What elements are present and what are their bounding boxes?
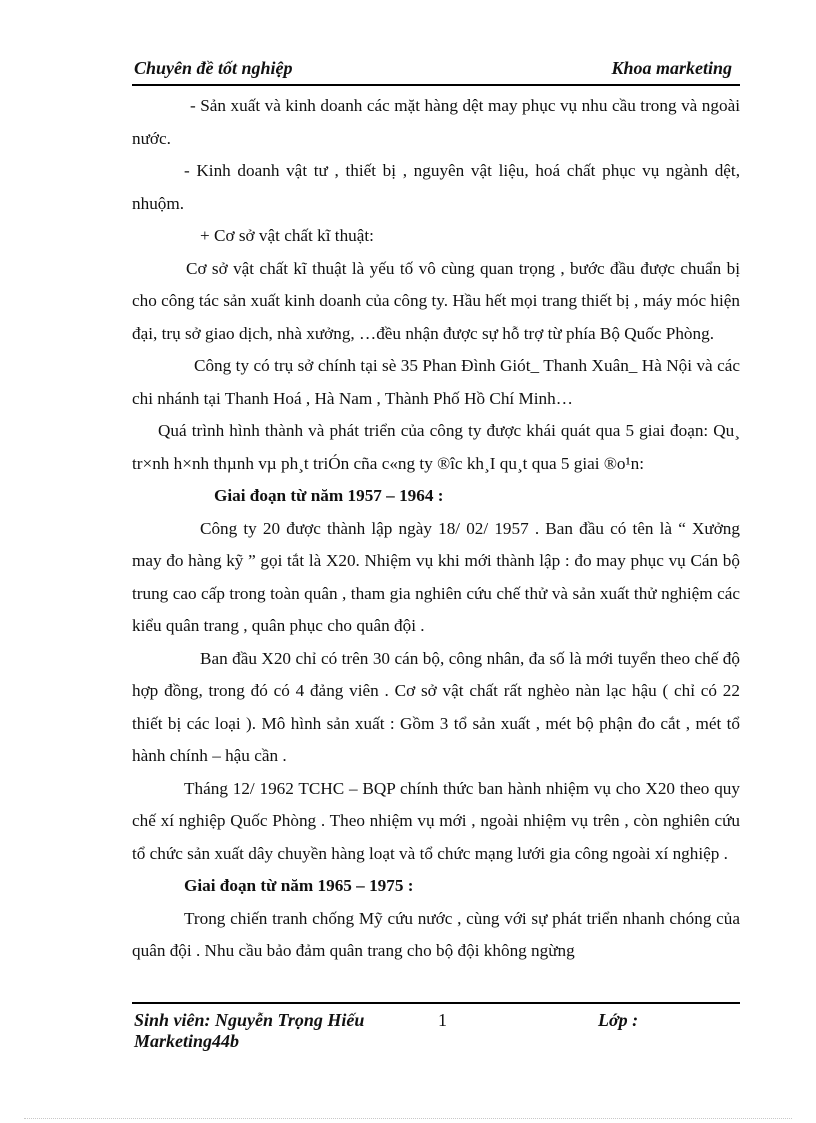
paragraph-facilities: Cơ sở vật chất kĩ thuật là yếu tố vô cùng quan trọng , bước đầu được chuẩn bị cho công tác sản xuất kinh doanh của công ty. Hầu hết mọi trang thiết bị , máy móc hiện đại, trụ sở giao dịch, nhà xưởng, …đều nhận được sự hỗ trợ từ phía Bộ Quốc Phòng. [132,258,740,343]
paragraph-early-staff: Ban đầu X20 chỉ có trên 30 cán bộ, công nhân, đa số là mới tuyển theo chế độ hợp đồng, trong đó có 4 đảng viên . Cơ sở vật chất rất nghèo nàn lạc hậu ( chỉ có 22 thiết bị các loại ). Mô hình sản xuất : Gồm 3 tổ sản xuất , mét bộ phận đo cắt , mét tổ hành chính – hậu cần . [132,648,740,765]
paragraph-1962-mission: Tháng 12/ 1962 TCHC – BQP chính thức ban hành nhiệm vụ cho X20 theo quy chế xí nghiệp Quốc Phòng . Theo nhiệm vụ mới , ngoài nhiệm vụ trên , còn nghiên cứu tổ chức sản xuất dây chuyền hàng loạt và tổ chức mạng lưới gia công ngoài xí nghiệp . [132,778,740,863]
paragraph-headquarters: Công ty có trụ sở chính tại sè 35 Phan Đình Giót_ Thanh Xuân_ Hà Nội và các chi nhánh tại Thanh Hoá , Hà Nam , Thành Phố Hồ Chí Minh… [132,356,740,408]
page-header [132,58,740,86]
document-body [132,90,740,968]
footer-divider [132,1002,740,1004]
page-bottom-dotted-line [24,1118,792,1119]
paragraph-business-textile: - Sản xuất và kinh doanh các mặt hàng dệt may phục vụ nhu cầu trong và ngoài nước. [132,96,740,148]
paragraph-business-materials: - Kinh doanh vật tư , thiết bị , nguyên vật liệu, hoá chất phục vụ ngành dệt, nhuộm. [132,161,740,213]
page-footer [132,1010,740,1050]
paragraph-war-period: Trong chiến tranh chống Mỹ cứu nước , cùng với sự phát triển nhanh chóng của quân đội . Nhu cầu bảo đảm quân trang cho bộ đội không ngừng [132,908,740,960]
header-department: Khoa marketing [611,58,732,78]
footer-student: Sinh viên: Nguyễn Trọng Hiếu Marketing44b [134,1010,365,1051]
section-heading-1965-1975: Giai đoạn từ năm 1965 – 1975 : [184,876,414,895]
paragraph-facilities-heading: + Cơ sở vật chất kĩ thuật: [200,226,374,245]
header-title: Chuyên đề tốt nghiệp [134,58,293,78]
paragraph-founding: Công ty 20 được thành lập ngày 18/ 02/ 1957 . Ban đầu có tên là “ Xưởng may đo hàng kỹ ” gọi tắt là X20. Nhiệm vụ khi mới thành lập : đo may phục vụ Cán bộ trung cao cấp trong toàn quân , tham gia nghiên cứu chế thử và sản xuất thử nghiệm các kiểu quân trang , quân phục cho quân đội . [132,518,740,635]
page-number: 1 [438,1010,447,1030]
footer-class: Lớp : [598,1010,639,1030]
section-heading-1957-1964: Giai đoạn từ năm 1957 – 1964 : [214,486,444,505]
paragraph-history-intro: Quá trình hình thành và phát triển của công ty được khái quát qua 5 giai đoạn: Qu¸ tr×nh h×nh thµnh vµ ph¸t triÓn cña c«ng ty ®îc kh¸I qu¸t qua 5 giai ®o¹n: [132,421,740,473]
